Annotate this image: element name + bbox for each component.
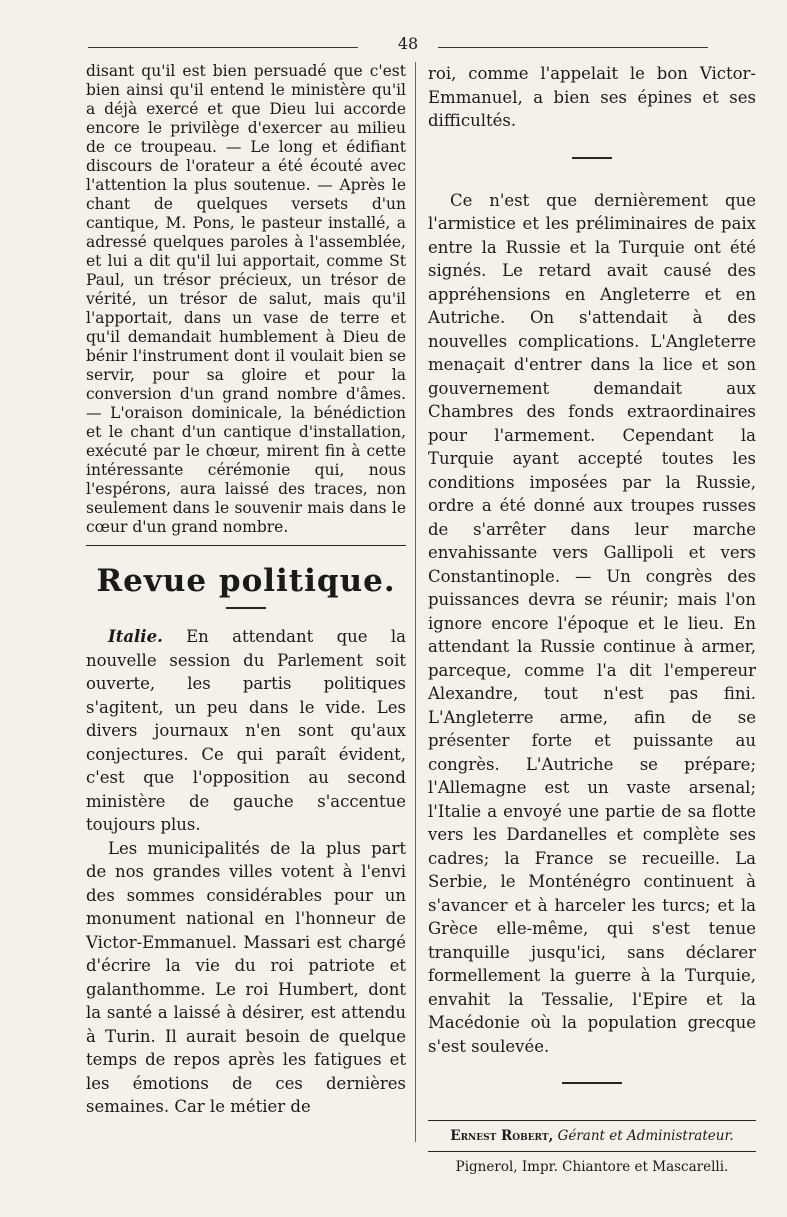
manager-role: Gérant et Administrateur. bbox=[557, 1128, 734, 1144]
left-column bbox=[86, 62, 406, 1119]
municipalities-paragraph: Les municipalités de la plus part de nos grandes villes votent à l'envi des sommes considérables pour un monument national en l'honneur de Victor-Emmanuel. Massari est chargé d'écrire la vie du roi patriote et galanthomme. Le roi Humbert, dont la santé a laissé à désirer, est attendu à Turin. Il aurait besoin de quelque temps de repos après les fatigues et les émotions de ces dernières semaines. Car le métier de bbox=[86, 838, 406, 1116]
footer-rule-bottom bbox=[428, 1151, 756, 1152]
italy-paragraph bbox=[86, 625, 406, 837]
paragraph-dash bbox=[572, 157, 612, 159]
section-title: Revue politique. bbox=[96, 563, 396, 599]
section-separator bbox=[86, 545, 406, 546]
right-column bbox=[428, 62, 756, 1176]
printer-line: Pignerol, Impr. Chiantore et Mascarelli. bbox=[455, 1159, 729, 1175]
italy-paragraph-text: En attendant que la nouvelle session du Parlement soit ouverte, les partis politiques s'agitent, un peu dans le vide. Les divers journaux n'en sont qu'aux conjectures. Ce qui paraît évident, c'est que l'opposition au second ministère de gauche s'accentue toujours plus. bbox=[86, 627, 406, 834]
column-divider bbox=[415, 62, 416, 1142]
page-header bbox=[88, 36, 708, 52]
right-body bbox=[428, 62, 756, 1084]
header-rule-left bbox=[88, 47, 358, 48]
installation-report-paragraph: disant qu'il est bien persuadé que c'est bien ainsi qu'il entend le ministère qu'il a déjà exercé et que Dieu lui accorde encore le privilège d'exercer au milieu de ce troupeau. — Le long et édifiant discours de l'orateur a été écouté avec l'attention la plus soutenue. — Après le chant de quelques versets d'un cantique, M. Pons, le pasteur installé, a adressé quelques paroles à l'assemblée, et lui a dit qu'il lui apportait, comme St Paul, un trésor précieux, un trésor de vérité, un trésor de salut, mais qu'il l'apportait, dans un vase de terre et qu'il demandait humblement à Dieu de bénir l'instrument dont il voulait bien se servir, pour sa gloire et pour la conversion d'un grand nombre d'âmes. — L'oraison dominicale, la bénédiction et le chant d'un cantique d'installation, exécuté par le chœur, mirent fin à cette intéressante cérémonie qui, nous l'espérons, aura laissé des traces, non seulement dans le souvenir mais dans le cœur d'un grand nombre. bbox=[86, 62, 406, 536]
title-dash bbox=[226, 607, 266, 609]
signature-line bbox=[428, 1127, 756, 1145]
manager-name: Ernest Robert, bbox=[450, 1128, 554, 1144]
politics-body bbox=[86, 625, 406, 1119]
continuation-paragraph: roi, comme l'appelait le bon Victor-Emmanuel, a bien ses épines et ses difficultés. bbox=[428, 64, 756, 130]
page-number: 48 bbox=[397, 34, 419, 53]
header-rule-right bbox=[438, 47, 708, 48]
end-dash bbox=[562, 1082, 622, 1084]
footer-rule-top bbox=[428, 1120, 756, 1121]
italy-runin-heading: Italie. bbox=[108, 627, 163, 646]
eastern-question-paragraph: Ce n'est que dernièrement que l'armistice et les préliminaires de paix entre la Russie et la Turquie ont été signés. Le retard avait causé des appréhensions en Angleterre et en Autriche. On s'attendait à des nouvelles complications. L'Angleterre menaçait d'entrer dans la lice et son gouvernement demandait aux Chambres des fonds extraordinaires pour l'armement. Cependant la Turquie ayant accepté toutes les conditions imposées par la Russie, ordre a été donné aux troupes russes de s'arrêter dans leur marche envahissante vers Gallipoli et vers Constantinople. — Un congrès des puissances devra se réunir; mais l'on ignore encore l'époque et le lieu. En attendant la Russie continue à armer, parceque, comme l'a dit l'empereur Alexandre, tout n'est pas fini. L'Angleterre arme, afin de se présenter forte et puissante au congrès. L'Autriche se prépare; l'Allemagne est un vaste arsenal; l'Italie a envoyé une partie de sa flotte vers les Dardanelles et complète ses cadres; la France se recueille. La Serbie, le Monténégro continuent à s'avancer et à harceler les turcs; et la Grèce elle-même, qui s'est tenue tranquille jusqu'ici, sans déclarer formellement la guerre à la Turquie, envahit la Tessalie, l'Epire et la Macédonie où la population grecque s'est soulevée. bbox=[428, 190, 756, 1056]
